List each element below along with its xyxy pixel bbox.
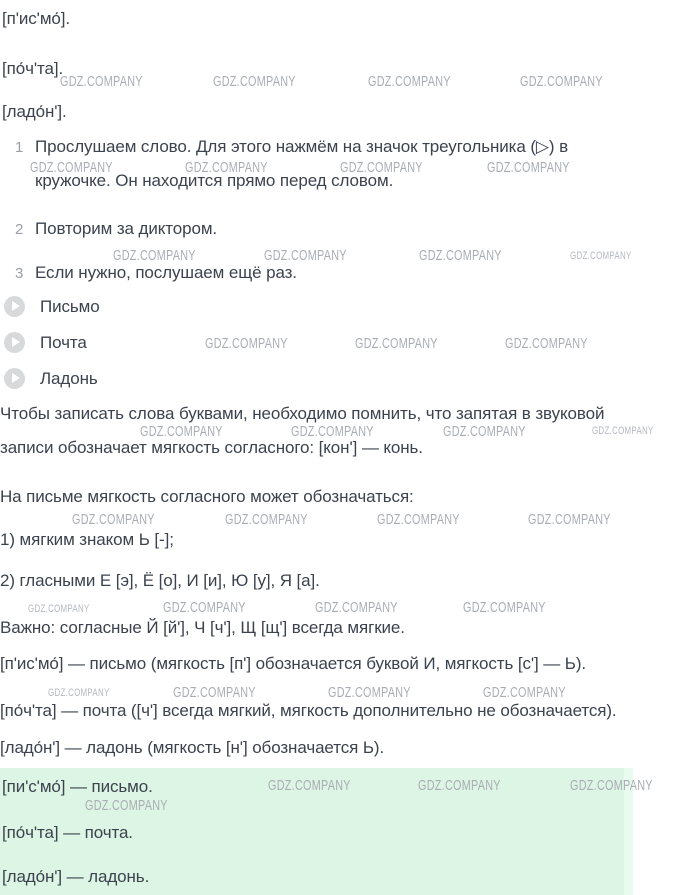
step-text: Прослушаем слово. Для этого нажмём на значок треугольника (▷) в <box>35 137 569 156</box>
play-icon <box>12 373 20 383</box>
watermark: GDZ.COMPANY <box>520 73 603 90</box>
audio-word-label: Почта <box>40 333 87 352</box>
watermark: GDZ.COMPANY <box>528 511 611 528</box>
phonetic-word-pochta: [по́ч'та]. <box>2 59 64 78</box>
watermark: GDZ.COMPANY <box>85 797 168 814</box>
watermark: GDZ.COMPANY <box>328 684 411 701</box>
answer-line: [по́ч'та] — почта. <box>2 823 133 842</box>
watermark: GDZ.COMPANY <box>72 511 155 528</box>
watermark: GDZ.COMPANY <box>291 423 374 440</box>
rule-text: На письме мягкость согласного может обозначаться: <box>0 487 414 506</box>
watermark: GDZ.COMPANY <box>185 159 268 176</box>
watermark: GDZ.COMPANY <box>30 159 113 176</box>
audio-word-label: Письмо <box>40 297 100 316</box>
step-text: кружочке. Он находится прямо перед словом. <box>35 171 394 190</box>
step-number: 1 <box>15 139 24 156</box>
watermark: GDZ.COMPANY <box>225 511 308 528</box>
play-button[interactable] <box>4 296 25 317</box>
play-button[interactable] <box>4 332 25 353</box>
step-text: Повторим за диктором. <box>35 219 218 238</box>
watermark: GDZ.COMPANY <box>48 687 110 699</box>
watermark: GDZ.COMPANY <box>340 159 423 176</box>
watermark: GDZ.COMPANY <box>570 250 632 262</box>
watermark: GDZ.COMPANY <box>377 511 460 528</box>
watermark: GDZ.COMPANY <box>487 159 570 176</box>
step-number: 2 <box>15 221 24 238</box>
watermark: GDZ.COMPANY <box>28 603 90 615</box>
play-icon <box>12 337 20 347</box>
watermark: GDZ.COMPANY <box>570 777 653 794</box>
step-text: Если нужно, послушаем ещё раз. <box>35 263 297 282</box>
watermark: GDZ.COMPANY <box>205 335 288 352</box>
watermark: GDZ.COMPANY <box>173 684 256 701</box>
audio-word-label: Ладонь <box>40 369 98 388</box>
watermark: GDZ.COMPANY <box>268 777 351 794</box>
watermark: GDZ.COMPANY <box>419 247 502 264</box>
rule-important: Важно: согласные Й [й'], Ч [ч'], Щ [щ'] всегда мягкие. <box>0 618 405 637</box>
answer-line: [пи'с'мо́] — письмо. <box>2 777 153 796</box>
rule-list-item: 1) мягким знаком Ь [-]; <box>0 530 174 549</box>
watermark: GDZ.COMPANY <box>60 73 143 90</box>
rule-text: записи обозначает мягкость согласного: [кон'] — конь. <box>0 438 423 457</box>
watermark: GDZ.COMPANY <box>368 73 451 90</box>
explanation-ladon: [ладо́н'] — ладонь (мягкость [н'] обозначается Ь). <box>0 738 385 757</box>
watermark: GDZ.COMPANY <box>315 599 398 616</box>
watermark: GDZ.COMPANY <box>592 425 654 437</box>
play-icon <box>12 301 20 311</box>
watermark: GDZ.COMPANY <box>163 599 246 616</box>
watermark: GDZ.COMPANY <box>113 247 196 264</box>
explanation-pochta: [по́ч'та] — почта ([ч'] всегда мягкий, мягкость дополнительно не обозначается). <box>0 701 617 720</box>
step-number: 3 <box>15 265 24 282</box>
watermark: GDZ.COMPANY <box>264 247 347 264</box>
rule-text: Чтобы записать слова буквами, необходимо помнить, что запятая в звуковой <box>0 404 605 423</box>
watermark: GDZ.COMPANY <box>418 777 501 794</box>
watermark: GDZ.COMPANY <box>483 684 566 701</box>
rule-list-item: 2) гласными Е [э], Ё [о], И [и], Ю [у], Я [а]. <box>0 571 320 590</box>
watermark: GDZ.COMPANY <box>213 73 296 90</box>
watermark: GDZ.COMPANY <box>355 335 438 352</box>
watermark: GDZ.COMPANY <box>505 335 588 352</box>
play-button[interactable] <box>4 368 25 389</box>
phonetic-word-pismo: [п'ис'мо́]. <box>2 9 71 28</box>
answer-line: [ладо́н'] — ладонь. <box>2 867 150 886</box>
phonetic-word-ladon: [ладо́н']. <box>2 102 67 121</box>
watermark: GDZ.COMPANY <box>463 599 546 616</box>
watermark: GDZ.COMPANY <box>443 423 526 440</box>
watermark: GDZ.COMPANY <box>140 423 223 440</box>
explanation-pismo: [п'ис'мо́] — письмо (мягкость [п'] обозначается буквой И, мягкость [с'] — Ь). <box>0 654 587 673</box>
